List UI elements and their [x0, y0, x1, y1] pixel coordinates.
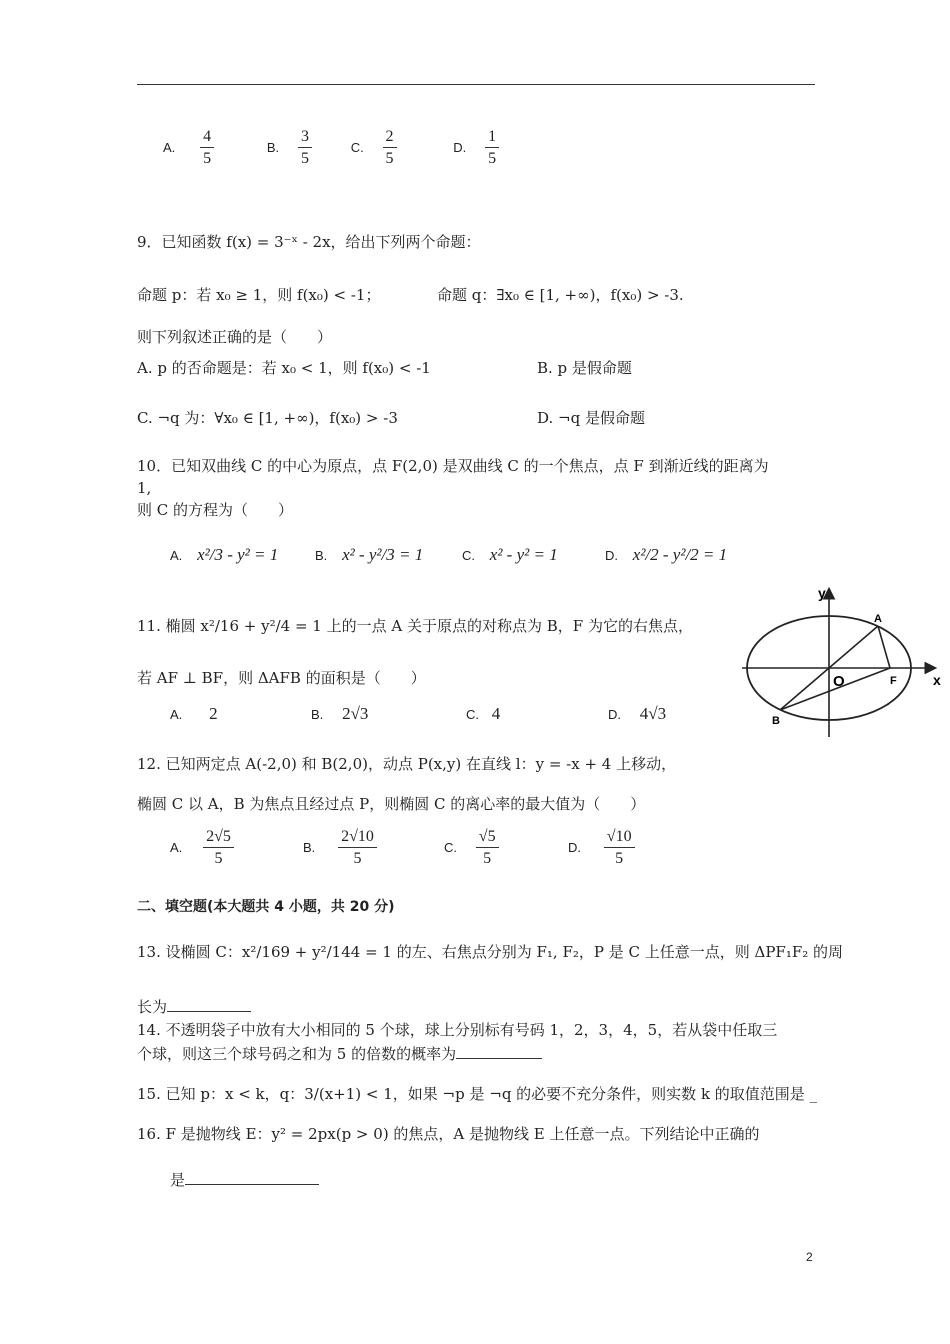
q13-line2: 长为: [137, 997, 251, 1017]
q11-choice-b[interactable]: B. 2√3: [311, 704, 369, 723]
q16-stem: 16. F 是抛物线 E：y² = 2px(p > 0) 的焦点，A 是抛物线 E 上任意一点。下列结论中正确的: [137, 1125, 760, 1143]
q10-choice-c[interactable]: C. x² - y² = 1: [462, 545, 558, 564]
label-f: F: [890, 675, 897, 687]
label-y: y: [818, 585, 826, 601]
q11-choice-d[interactable]: D. 4√3: [608, 704, 667, 723]
section-heading: 二、填空题(本大题共 4 小题，共 20 分): [137, 899, 395, 915]
q9-prop-q: 命题 q：∃x₀ ∈ [1, +∞)，f(x₀) > -3.: [437, 286, 684, 304]
q12-choice-a[interactable]: A. $\frac{2√5}{5}$: [170, 828, 234, 868]
q8-choice-c[interactable]: C. $\frac{2}{5}$: [351, 138, 402, 156]
q14-line2: 个球，则这三个球号码之和为 5 的倍数的概率为: [137, 1044, 542, 1064]
q9-stem: 9．已知函数 f(x) = 3⁻ˣ - 2x，给出下列两个命题：: [137, 233, 481, 251]
q8-choice-b[interactable]: B. $\frac{3}{5}$: [267, 138, 317, 156]
q16-line2: 是: [170, 1170, 319, 1190]
q11-stem-cont: 若 AF ⊥ BF，则 ΔAFB 的面积是（ ）: [137, 669, 426, 687]
q10-stem-cont: 1,: [137, 479, 152, 497]
label-x: x: [933, 672, 941, 688]
q12-stem: 12. 已知两定点 A(-2,0) 和 B(2,0)，动点 P(x,y) 在直线 l：y = -x + 4 上移动，: [137, 755, 677, 773]
q12-choice-c[interactable]: C. $\frac{√5}{5}$: [444, 828, 499, 868]
label-b: B: [772, 715, 780, 727]
label-o: O: [833, 673, 845, 690]
q13-stem: 13. 设椭圆 C：x²/169 + y²/144 = 1 的左、右焦点分别为 F₁, F₂，P 是 C 上任意一点，则 ΔPF₁F₂ 的周: [137, 943, 844, 961]
q10-choice-d[interactable]: D. x²/2 - y²/2 = 1: [605, 545, 728, 564]
q12-stem-cont: 椭圆 C 以 A，B 为焦点且经过点 P，则椭圆 C 的离心率的最大值为（ ）: [137, 795, 646, 813]
q13-answer-blank[interactable]: [167, 997, 251, 1012]
q14-stem: 14. 不透明袋子中放有大小相同的 5 个球，球上分别标有号码 1，2，3，4，5，若从袋中任取三: [137, 1021, 778, 1039]
q8-choices: [163, 128, 499, 168]
label-a: A: [874, 613, 882, 625]
q10-choice-b[interactable]: B. x² - y²/3 = 1: [315, 545, 424, 564]
q9-choice-b[interactable]: B. p 是假命题: [537, 359, 632, 377]
q9-choice-d[interactable]: D. ¬q 是假命题: [537, 409, 645, 427]
q11-stem: 11. 椭圆 x²/16 + y²/4 = 1 上的一点 A 关于原点的对称点为 B，F 为它的右焦点，: [137, 617, 693, 635]
q9-ask: 则下列叙述正确的是（ ）: [137, 328, 333, 346]
q9-choice-a[interactable]: A. p 的否命题是：若 x₀ < 1，则 f(x₀) < -1: [137, 359, 431, 377]
q15-stem: 15. 已知 p：x < k，q：3/(x+1) < 1，如果 ¬p 是 ¬q 的必要不充分条件，则实数 k 的取值范围是 _: [137, 1085, 818, 1103]
q11-choice-a[interactable]: A. 2: [170, 704, 218, 723]
q8-choice-d[interactable]: D. $\frac{1}{5}$: [453, 138, 499, 156]
q11-choice-c[interactable]: C. 4: [466, 704, 501, 723]
q16-answer-blank[interactable]: [185, 1170, 319, 1185]
q8-choice-a[interactable]: A. $\frac{4}{5}$: [163, 138, 219, 156]
q9-choice-c[interactable]: C. ¬q 为：∀x₀ ∈ [1, +∞)，f(x₀) > -3: [137, 409, 398, 427]
q9-prop-p: 命题 p：若 x₀ ≥ 1，则 f(x₀) < -1；: [137, 286, 381, 304]
q12-choice-d[interactable]: D. $\frac{√10}{5}$: [568, 828, 635, 868]
q10-choice-a[interactable]: A. x²/3 - y² = 1: [170, 545, 279, 564]
q14-answer-blank[interactable]: [456, 1044, 542, 1059]
ellipse-figure: [738, 582, 946, 742]
page-number: 2: [806, 1250, 813, 1264]
header-rule: [137, 84, 815, 85]
q12-choice-b[interactable]: B. $\frac{2√10}{5}$: [303, 828, 377, 868]
q10-stem: 10．已知双曲线 C 的中心为原点，点 F(2,0) 是双曲线 C 的一个焦点，点 F 到渐近线的距离为: [137, 457, 769, 475]
q10-ask: 则 C 的方程为（ ）: [137, 501, 294, 519]
